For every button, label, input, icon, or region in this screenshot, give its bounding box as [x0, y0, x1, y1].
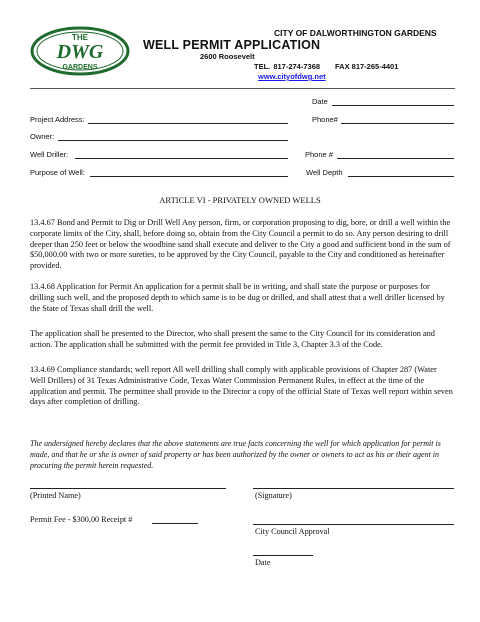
page-title: WELL PERMIT APPLICATION — [143, 38, 321, 52]
printed-name-label: (Printed Name) — [30, 491, 81, 500]
paragraph-application: The application shall be presented to the Director, who shall present the same to the City Council for its consideration and action. The application shall be submitted with the permit fee provided in Title 3, Chapter 3.3 of the Code. — [30, 329, 435, 349]
phone-label: Phone# — [312, 115, 338, 124]
logo-text-top: THE — [72, 33, 88, 42]
city-logo — [30, 26, 130, 76]
project-address-field[interactable] — [88, 123, 288, 124]
receipt-number-field[interactable] — [152, 523, 198, 524]
date-field[interactable] — [332, 105, 454, 106]
logo-text-middle: DWG — [56, 41, 104, 63]
approval-date-label: Date — [255, 558, 271, 567]
well-driller-field[interactable] — [75, 158, 288, 159]
declaration-text: The undersigned hereby declares that the above statements are true facts concerning the well for which application for permit is made, and that he or she is owner of said property or has been authorized by the owner or owners to act as his or their agent in procuring the permit herein requested. — [30, 439, 441, 470]
logo-text-bottom: GARDENS — [62, 64, 98, 71]
city-website-link[interactable]: www.cityofdwg.net — [258, 72, 326, 81]
purpose-field[interactable] — [90, 176, 288, 177]
well-depth-label: Well Depth — [306, 168, 343, 177]
phone-field[interactable] — [341, 123, 454, 124]
driller-phone-label: Phone # — [305, 150, 333, 159]
printed-name-field[interactable] — [30, 488, 226, 489]
purpose-label: Purpose of Well: — [30, 168, 85, 177]
signature-label: (Signature) — [255, 491, 292, 500]
council-approval-label: City Council Approval — [255, 527, 330, 536]
council-approval-field[interactable] — [253, 524, 454, 525]
well-driller-label: Well Driller: — [30, 150, 69, 159]
owner-field[interactable] — [58, 140, 288, 141]
driller-phone-field[interactable] — [337, 158, 454, 159]
owner-label: Owner: — [30, 132, 55, 141]
approval-date-field[interactable] — [253, 555, 313, 556]
signature-field[interactable] — [253, 488, 454, 489]
permit-fee-label: Permit Fee - $300.00 Receipt # — [30, 515, 133, 524]
paragraph-13-4-69: 13.4.69 Compliance standards; well report All well drilling shall comply with applicable provisions of Chapter 287 (Water Well Drillers) of 31 Texas Administrative Code, Texas Water Commission Permanent Rules, in effect at the time of the application and permit. The permittee shall provide to the Director a copy of the official State of Texas well report within seven days after completion of drilling. — [30, 365, 453, 407]
city-phone: TEL. 817-274-7368 — [254, 62, 321, 71]
well-depth-field[interactable] — [348, 176, 454, 177]
city-fax: FAX 817-265-4401 — [335, 62, 399, 71]
date-label: Date — [312, 97, 328, 106]
city-name: CITY OF DALWORTHINGTON GARDENS — [274, 28, 437, 38]
paragraph-13-4-67: 13.4.67 Bond and Permit to Dig or Drill Well Any person, firm, or corporation proposing to dig, bore, or drill a well within the corporate limits of the City, shall, before doing so, obtain from the City Council a permit to do so. Any person desiring to drill deeper than 250 feet or below the woodbine sand shall execute and deliver to the City a good and sufficient bond in the sum of $50,000.00 with two or more sureties, to be approved by the City Council, payable to the City and conditioned as hereinafter provided. — [30, 218, 451, 271]
project-address-label: Project Address: — [30, 115, 85, 124]
article-heading: ARTICLE VI - PRIVATELY OWNED WELLS — [159, 195, 321, 205]
paragraph-13-4-68: 13.4.68 Application for Permit An application for a permit shall be in writing, and shall state the purpose or purposes for drilling such well, and the proposed depth to which same is to be dug or drilled, and shall attest that a well driller licensed by the State of Texas shall drill the well. — [30, 282, 445, 313]
city-address: 2600 Roosevelt — [200, 52, 255, 61]
header-divider — [30, 88, 455, 89]
